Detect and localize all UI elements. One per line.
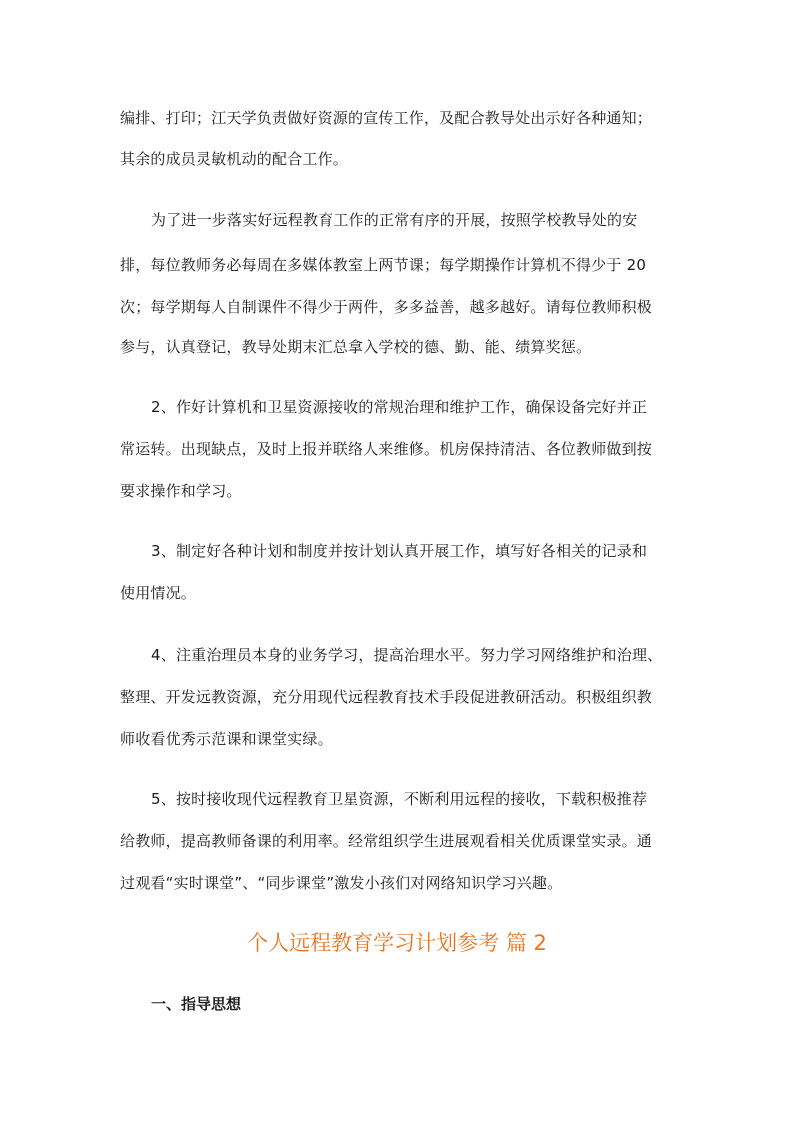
text-line: 编排、打印；江天学负责做好资源的宣传工作，及配合教导处出示好各种通知； xyxy=(120,109,653,127)
text-line: 给教师，提高教师备课的利用率。经常组织学生进展观看相关优质课堂实录。通 xyxy=(120,832,653,850)
text-line: 参与，认真登记，教导处期末汇总拿入学校的德、勤、能、绩算奖惩。 xyxy=(120,338,592,356)
text-line: 过观看“实时课堂”、“同步课堂”激发小孩们对网络知识学习兴趣。 xyxy=(120,874,563,892)
text-line: 要求操作和学习。 xyxy=(120,482,242,500)
text-line: 常运转。出现缺点，及时上报并联络人来维修。机房保持清洁、各位教师做到按 xyxy=(120,440,653,458)
text-line: 次；每学期每人自制课件不得少于两件，多多益善，越多越好。请每位教师积极 xyxy=(120,298,653,316)
text-line: 其余的成员灵敏机动的配合工作。 xyxy=(120,150,349,168)
text-line: 排，每位教师务必每周在多媒体教室上两节课；每学期操作计算机不得少于 20 xyxy=(120,256,647,274)
text-line: 4、注重治理员本身的业务学习，提高治理水平。努力学习网络维护和治理、 xyxy=(151,646,663,664)
text-line: 师收看优秀示范课和课堂实绿。 xyxy=(120,730,333,748)
text-line: 2、作好计算机和卫星资源接收的常规治理和维护工作，确保设备完好并正 xyxy=(151,398,648,416)
text-line: 5、按时接收现代远程教育卫星资源，不断利用远程的接收，下载积极推荐 xyxy=(151,790,648,808)
text-line: 为了进一步落实好远程教育工作的正常有序的开展，按照学校教导处的安 xyxy=(151,211,638,229)
text-line: 使用情况。 xyxy=(120,584,197,602)
section-heading: 个人远程教育学习计划参考 篇 2 xyxy=(247,931,547,955)
subsection-heading: 一、指导思想 xyxy=(151,995,242,1013)
text-line: 3、制定好各种计划和制度并按计划认真开展工作，填写好各相关的记录和 xyxy=(151,542,648,560)
text-line: 整理、开发远教资源，充分用现代远程教育技术手段促进教研活动。积极组织教 xyxy=(120,688,653,706)
